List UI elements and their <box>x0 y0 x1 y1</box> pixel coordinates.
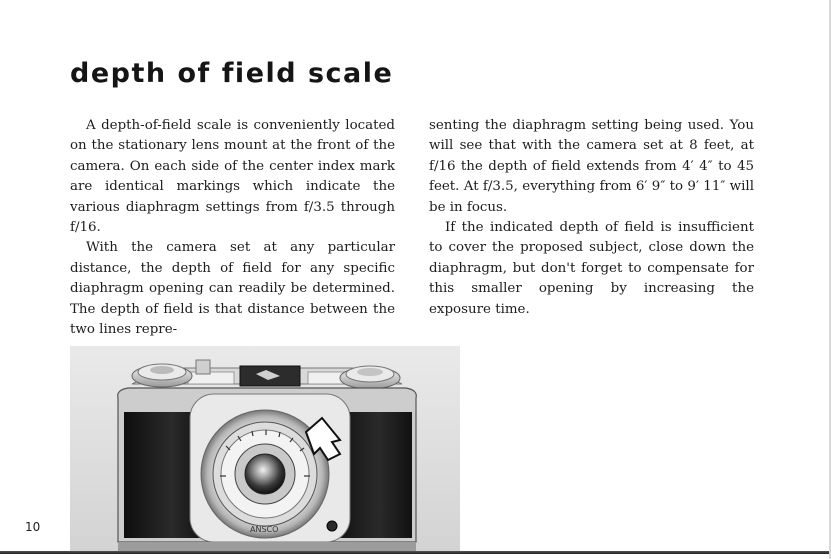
camera-photo <box>70 346 460 551</box>
right-text-column <box>429 116 754 320</box>
page-number: 10 <box>25 520 41 534</box>
lens-cap-screw <box>327 521 337 531</box>
left-paragraph-1: A depth-of-field scale is conveniently located on the stationary lens mount at the front of the camera. On each side of the center index mark are identical markings which indicate the various diaphragm settings from f/3.5 through f/16. <box>70 118 395 236</box>
bottom-rule <box>0 551 831 554</box>
shutter-button <box>196 360 210 374</box>
left-paragraph-2: With the camera set at any particular distance, the depth of field for any specific diaphragm opening can readily be determined. The depth of field is that distance between the two lines repre- <box>70 240 395 338</box>
left-text-column <box>70 116 395 340</box>
right-paragraph-1: senting the diaphragm setting being used. You will see that with the camera set at 8 feet, at f/16 the depth of field extends from 4′ 4″ to 45 feet. At f/3.5, everything from 6′ 9″ to 9′ 11″ will be in focus. <box>429 118 754 215</box>
right-paragraph-2: If the indicated depth of field is insufficient to cover the proposed subject, close down the diaphragm, but don't forget to compensate for this smaller opening by increasing the exposure time. <box>429 220 754 317</box>
lens-ring-label: ANSCO <box>250 525 279 534</box>
page-title: depth of field scale <box>70 58 394 89</box>
